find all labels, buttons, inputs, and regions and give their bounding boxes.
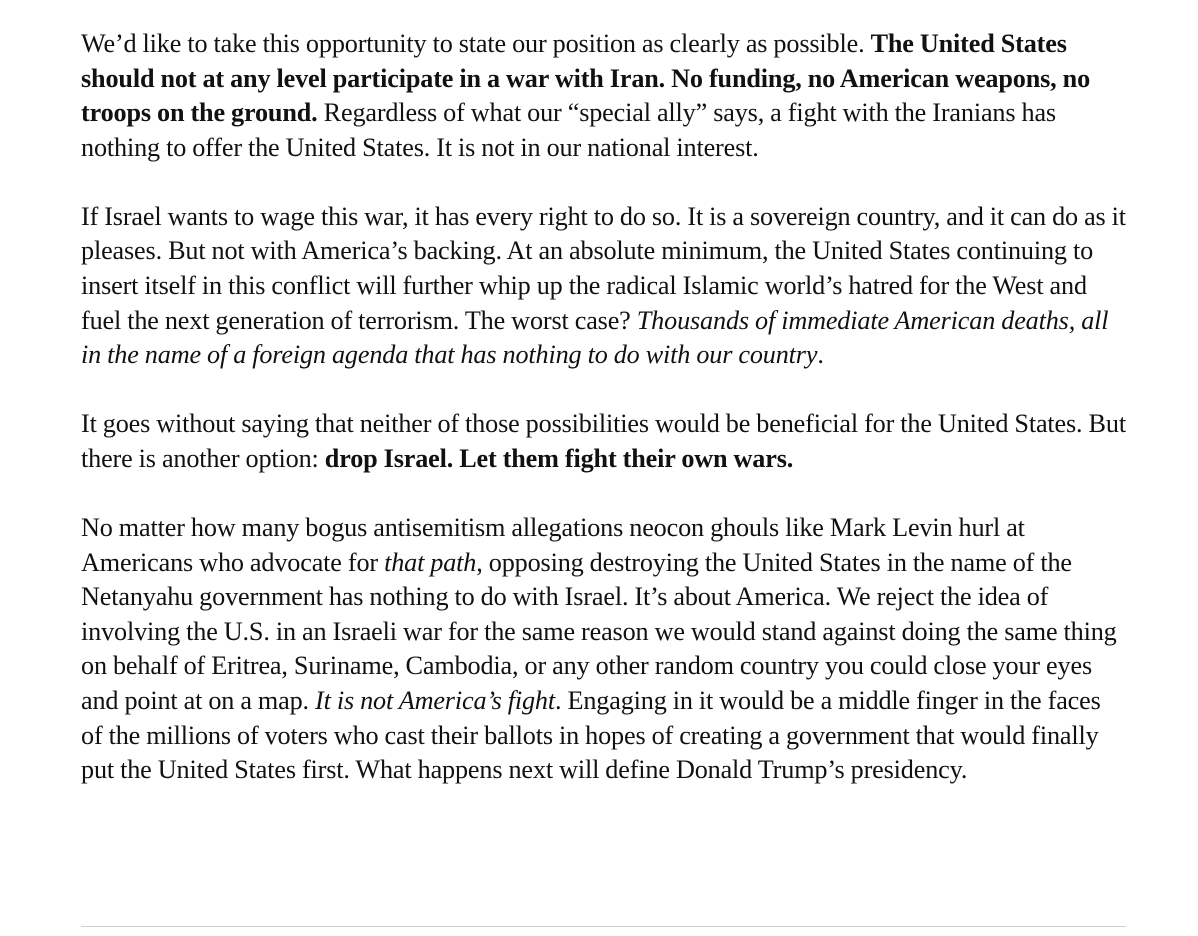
text-segment: . Engaging in it would be a middle finger in the faces of the millions of voters who cast their ballots in hopes of creating a government that would finally put the United States first. What happens next will define Donald Trump’s presidency. (81, 686, 1101, 785)
italic-emphasis: Thousands of immediate American deaths, all in the name of a foreign agenda that has nothing to do with our country (81, 305, 1109, 370)
paragraph-not-americas-fight (81, 511, 1126, 788)
bold-statement: drop Israel. Let them fight their own wars. (324, 443, 794, 473)
italic-emphasis: that path (384, 547, 477, 577)
article-body (81, 27, 1126, 822)
paragraph-israel-war (81, 200, 1126, 373)
text-segment: Regardless of what our “special ally” says, a fight with the Iranians has nothing to offer the United States. It is not in our national interest. (81, 98, 1056, 162)
text-segment: It goes without saying that neither of those possibilities would be beneficial for the United States. But there is another option: (81, 409, 1126, 473)
text-segment: We’d like to take this opportunity to state our position as clearly as possible. (81, 29, 871, 58)
text-segment: If Israel wants to wage this war, it has every right to do so. It is a sovereign country, and it can do as it pleases. But not with America’s backing. At an absolute minimum, the United States continuing to insert itself in this conflict will further whip up the radical Islamic world’s hatred for the West and fuel the next generation of terrorism. The worst case? (81, 201, 1126, 335)
paragraph-another-option (81, 407, 1126, 476)
section-divider (81, 926, 1126, 927)
text-segment: No matter how many bogus antisemitism allegations neocon ghouls like Mark Levin hurl at Americans who advocate for (81, 513, 1025, 577)
bold-statement: The United States should not at any level participate in a war with Iran. No funding, no American weapons, no troops on the ground. (81, 29, 1091, 128)
paragraph-position-statement (81, 27, 1126, 165)
text-segment: . (817, 340, 824, 370)
text-segment: , opposing destroying the United States in the name of the Netanyahu government has nothing to do with Israel. It’s about America. We reject the idea of involving the U.S. in an Israeli war for the same reason we would stand against doing the same thing on behalf of Eritrea, Suriname, Cambodia, or any other random country you could close your eyes and point at on a map. (81, 547, 1117, 715)
italic-emphasis: It is not America’s fight (315, 686, 555, 715)
